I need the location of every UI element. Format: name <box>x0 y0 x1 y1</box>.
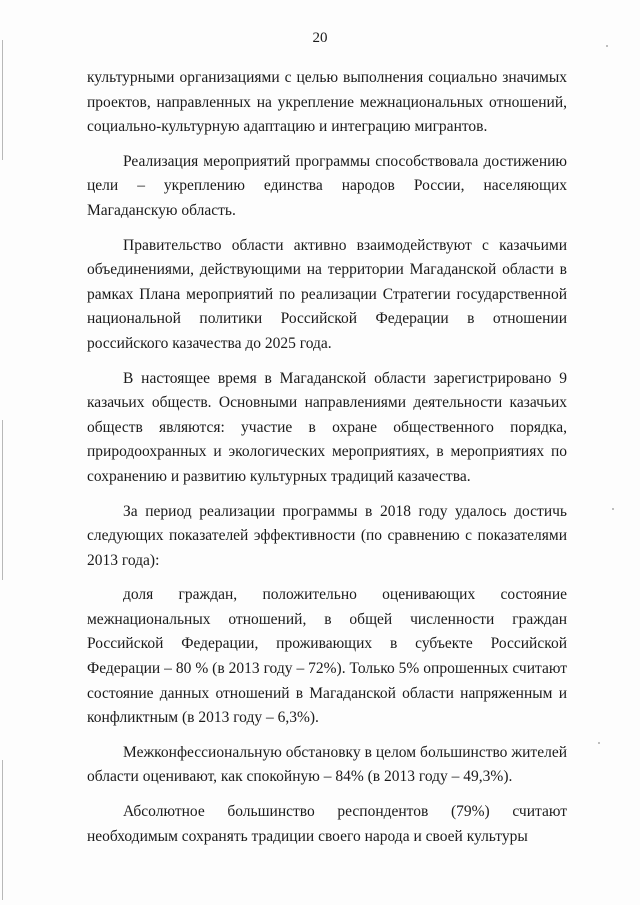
scan-edge-mark <box>2 760 3 900</box>
page-number: 20 <box>312 30 328 46</box>
document-body <box>87 66 567 859</box>
paragraph-8: Абсолютное большинство респондентов (79%) считают необходимым сохранять традиции своего народа и своей культуры <box>87 803 567 845</box>
paragraph-3: Правительство области активно взаимодействуют с казачьими объединениями, действующими на территории Магаданской области в рамках Плана мероприятий по реализации Стратегии государственной национальной политики Российской Федерации в отношении российского казачества до 2025 года. <box>87 236 567 352</box>
paragraph-6: доля граждан, положительно оценивающих состояние межнациональных отношений, в общей численности граждан Российской Федерации, проживающих в субъекте Российской Федерации – 80 % (в 2013 году – 72%). Только 5% опрошенных считают состояние данных отношений в Магаданской области напряженным и конфликтным (в 2013 году – 6,3%). <box>87 586 567 727</box>
paragraph-5: За период реализации программы в 2018 году удалось достичь следующих показателей эффективности (по сравнению с показателями 2013 года): <box>87 502 567 569</box>
paragraph-1: культурными организациями с целью выполнения социально значимых проектов, направленных на укрепление межнациональных отношений, социально-культурную адаптацию и интеграцию мигрантов. <box>87 69 567 136</box>
scan-speck <box>598 742 600 744</box>
scan-speck <box>612 508 614 510</box>
scan-edge-mark <box>2 420 3 580</box>
scan-speck <box>606 45 608 47</box>
paragraph-2: Реализация мероприятий программы способствовала достижению цели – укреплению единства народов России, населяющих Магаданскую область. <box>87 152 567 219</box>
paragraph-7: Межконфессиональную обстановку в целом большинство жителей области оценивают, как спокойную – 84% (в 2013 году – 49,3%). <box>87 743 567 786</box>
paragraph-4: В настоящее время в Магаданской области зарегистрировано 9 казачьих обществ. Основными направлениями деятельности казачьих обществ являются: участие в охране общественного порядка, природоохранных и экологических мероприятиях, в мероприятиях по сохранению и развитию культурных традиций казачества. <box>87 369 567 485</box>
scan-edge-mark <box>2 40 3 160</box>
